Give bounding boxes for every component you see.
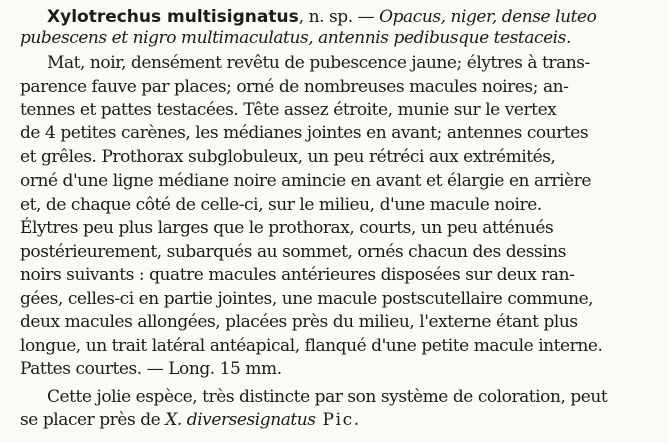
closing-prefix: se placer près de — [20, 410, 166, 430]
species-name: Xylotrechus multisignatus — [47, 7, 299, 27]
description-line: longue, un trait latéral antéapical, flanqué d'une petite macule interne. — [20, 336, 603, 356]
description-line: postérieurement, subarqués au sommet, ornés chacun des dessins — [20, 242, 567, 262]
description-line: noirs suivants : quatre macules antérieures disposées sur deux ran- — [20, 265, 575, 285]
description-line: Mat, noir, densément revêtu de pubescence jaune; élytres à trans- — [47, 53, 590, 73]
description-line: orné d'une ligne médiane noire amincie en avant et élargie en arrière — [20, 171, 591, 191]
description-line: parence fauve par places; orné de nombreuses macules noires; an- — [20, 77, 569, 97]
closing-remark-line — [20, 408, 668, 432]
author-name: Pic. — [315, 410, 361, 430]
description-line: et, de chaque côté de celle-ci, sur le milieu, d'une macule noire. — [20, 195, 542, 215]
description-line: Élytres peu plus larges que le prothorax, courts, un peu atténués — [20, 218, 554, 238]
description-line: de 4 petites carènes, les médianes jointes en avant; antennes courtes — [20, 123, 589, 143]
related-species-name: X. diversesignatus — [165, 410, 316, 430]
description-line: deux macules allongées, placées près du milieu, l'externe étant plus — [20, 312, 578, 332]
closing-remark-line: Cette jolie espèce, très distincte par son système de coloration, peut — [47, 387, 608, 407]
description-line: gées, celles-ci en partie jointes, une macule postscutellaire commune, — [20, 289, 594, 309]
species-status: , n. sp. — — [298, 7, 380, 27]
description-line: tennes et pattes testacées. Tête assez étroite, munie sur le vertex — [20, 100, 557, 120]
description-line: et grêles. Prothorax subglobuleux, un peu rétréci aux extrémités, — [20, 147, 556, 167]
description-line: Pattes courtes. — Long. 15 mm. — [20, 359, 282, 379]
latin-diagnosis-continuation: pubescens et nigro multimaculatus, antennis pedibusque testaceis. — [20, 28, 571, 48]
latin-diagnosis-start: Opacus, niger, dense luteo — [379, 7, 597, 27]
